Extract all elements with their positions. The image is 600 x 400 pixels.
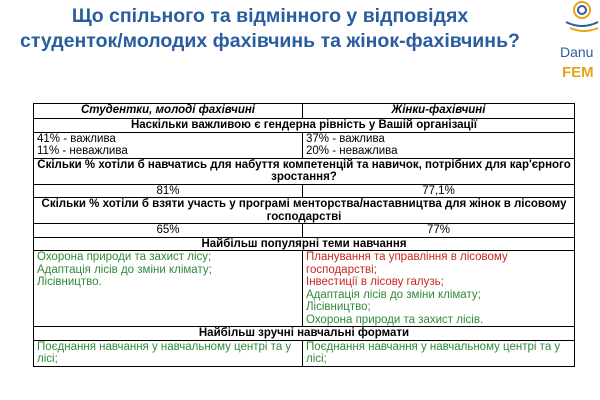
list-item: Планування та управління в лісовому господарстві; <box>306 251 508 276</box>
list-item: Лісівництво. <box>37 276 102 288</box>
list-item: Адаптація лісів до зміни клімату; <box>306 288 481 301</box>
q4-title: Найбільш популярні теми навчання <box>34 237 575 251</box>
section-row <box>34 327 575 341</box>
q3-title: Скільки % хотіли б взяти участь у програмі менторства/наставництва для жінок в лісовому господарстві <box>34 198 575 224</box>
q3-col1-value: 65% <box>34 224 303 238</box>
q2-title: Скільки % хотіли б навчатись для набуття компетенцій та навичок, потрібних для кар'єрного зростання? <box>34 158 575 184</box>
logo-text-fem: FEM <box>562 64 594 81</box>
q4-col1-cell <box>34 251 303 327</box>
table-row <box>34 251 575 327</box>
col2-header: Жінки-фахівчині <box>303 104 575 119</box>
q2-col2-value: 77,1% <box>303 184 575 198</box>
list-item: Охорона природи та захист лісів. <box>306 313 484 326</box>
q5-title: Найбільш зручні навчальні формати <box>34 327 575 341</box>
list-item: Охорона природи та захист лісу; <box>37 251 212 263</box>
list-item: Адаптація лісів до зміни клімату; <box>37 263 212 276</box>
table-row <box>34 184 575 198</box>
section-row <box>34 119 575 133</box>
table-row <box>34 340 575 366</box>
slide-title <box>0 4 540 54</box>
table-row <box>34 132 575 158</box>
q2-col1-value: 81% <box>34 184 303 198</box>
title-line-1: Що спільного та відмінного у відповідях <box>71 5 469 27</box>
q1-col2-value-2: 20% - неважлива <box>306 145 398 157</box>
q5-col1-value: Поєднання навчання у навчальному центрі та у лісі; <box>34 340 303 366</box>
comparison-table <box>33 103 575 367</box>
q1-title: Наскільки важливою є гендерна рівність у Вашій організації <box>34 119 575 133</box>
q5-col2-value: Поєднання навчання у навчальному центрі та у лісі; <box>303 340 575 366</box>
q4-col2-cell <box>303 251 575 327</box>
list-item: Лісівництво; <box>306 301 371 313</box>
table-header-row <box>34 104 575 119</box>
col1-header: Студентки, молоді фахівчині <box>34 104 303 119</box>
q1-col1-value-1: 41% - важлива <box>37 132 116 145</box>
section-row <box>34 198 575 224</box>
q1-col2-cell <box>303 132 575 158</box>
q3-col2-value: 77% <box>303 224 575 238</box>
section-row <box>34 158 575 184</box>
logo-text-danu: Danu <box>560 44 594 60</box>
list-item: Інвестиції в лісову галузь; <box>306 276 444 288</box>
table-row <box>34 224 575 238</box>
q1-col1-value-2: 11% - неважлива <box>37 145 128 157</box>
q1-col2-value-1: 37% - важлива <box>306 132 385 145</box>
title-line-2: студенток/молодих фахівчинь та жінок-фахівчинь? <box>20 30 520 52</box>
q1-col1-cell <box>34 132 303 158</box>
section-row <box>34 237 575 251</box>
